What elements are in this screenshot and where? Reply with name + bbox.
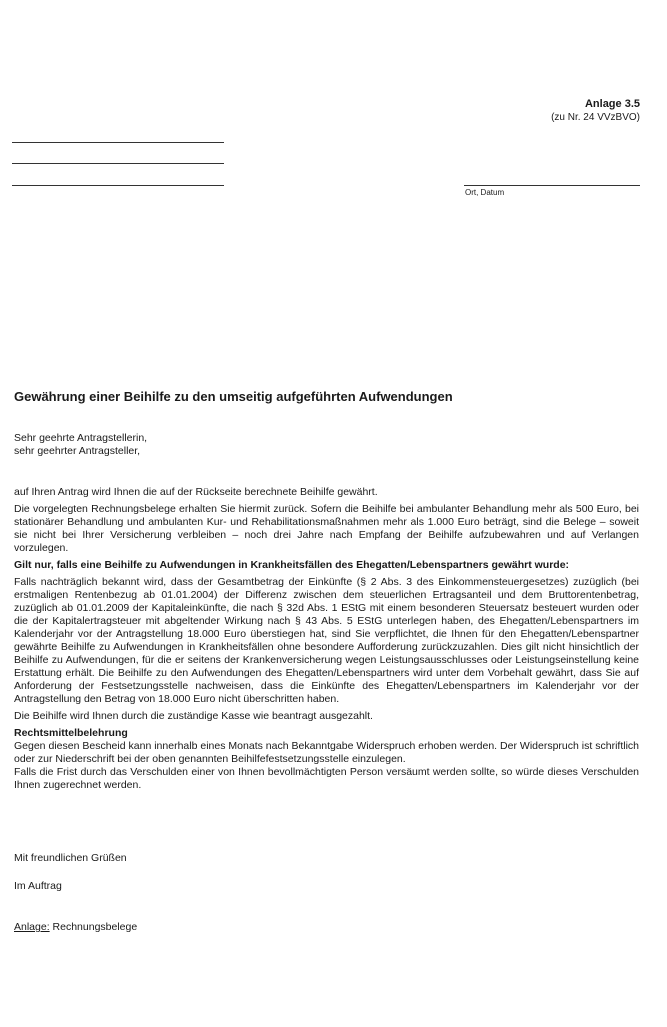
rechtsmittel-heading: Rechtsmittelbelehrung [14,727,128,739]
address-line-2 [12,163,224,164]
address-line-3 [12,185,224,186]
spouse-heading: Gilt nur, falls eine Beihilfe zu Aufwendungen in Krankheitsfällen des Ehegatten/Lebenspartners gewährt wurde: [14,559,570,571]
im-auftrag: Im Auftrag [14,880,62,892]
paragraph-grant: auf Ihren Antrag wird Ihnen die auf der Rückseite berechnete Beihilfe gewährt. [14,486,378,498]
ort-datum-label: Ort, Datum [465,188,505,197]
address-line-1 [12,142,224,143]
anlage-title: Anlage 3.5 [584,98,640,110]
closing-greeting: Mit freundlichen Grüßen [14,852,127,864]
paragraph-receipts: Die vorgelegten Rechnungsbelege erhalten Sie hiermit zurück. Sofern die Beihilfe bei ambulanter Behandlung mehr als 500 Euro, bei stationärer Behandlung und ambulanten Kur- und Rehabilitationsmaßnahmen mehr als 1.000 Euro beträgt, sind die Belege – soweit sie nicht bei Ihrer Versicherung verbleiben – noch drei Jahre nach Empfang der Beihilfe aufzubewahren und auf Verlangen vorzulegen. [14,503,639,554]
anlage-footer-label: Anlage: [14,921,50,933]
rechtsmittel-text-1: Gegen diesen Bescheid kann innerhalb eines Monats nach Bekanntgabe Widerspruch erhoben werden. Der Widerspruch ist schriftlich oder zur Niederschrift bei der oben genannten Beihilfefestsetzungsstelle einzulegen. [14,740,639,765]
document-heading: Gewährung einer Beihilfe zu den umseitig aufgeführten Aufwendungen [14,389,453,404]
rechtsmittel-text-2: Falls die Frist durch das Verschulden einer von Ihnen bevollmächtigten Person versäumt werden sollte, so würde dieses Verschulden Ihnen zugerechnet werden. [14,766,639,791]
paragraph-spouse: Falls nachträglich bekannt wird, dass der Gesamtbetrag der Einkünfte (§ 2 Abs. 3 des Einkommensteuergesetzes) zuzüglich (bei erstmaligen Rentenbezug ab 01.01.2004) der Differenz zwischen dem steuerlichen Ertragsanteil und dem Bruttorentenbetrag, zuzüglich ab 01.01.2009 der Kapitaleinkünfte, die nach § 32d Abs. 1 EStG mit einem besonderen Steuersatz besteuert wurden oder die der Kapitalertragsteuer mit abgeltender Wirkung nach § 43 Abs. 5 EStG unterlegen haben, des Ehegatten/Lebenspartners im Kalenderjahr vor der Antragstellung 18.000 Euro überstiegen hat, sind Sie verpflichtet, die Ihnen für den Ehegatten/Lebenspartner gewährte Beihilfe zu Aufwendungen in Krankheitsfällen ohne besondere Aufforderung zurückzuzahlen. Dies gilt nicht hinsichtlich der Beihilfe zu Aufwendungen, für die er seitens der Krankenversicherung wegen Leistungsausschlusses oder Leistungseinstellung keine Erstattung erhält. Die Beihilfe zu den Aufwendungen des Ehegatten/Lebenspartners wird unter dem Vorbehalt gewährt, dass Sie auf Anforderung der Festsetzungsstelle nachweisen, dass die Einkünfte des Ehegatten/Lebenspartners im Kalenderjahr vor der Antragstellung den Betrag von 18.000 Euro nicht überschritten haben. [14,576,639,705]
letter-body [14,486,639,792]
anlage-footer [14,921,137,933]
salutation [14,432,147,458]
anlage-reference: (zu Nr. 24 VVzBVO) [551,112,640,123]
salutation-line-2: sehr geehrter Antragsteller, [14,445,141,457]
salutation-line-1: Sehr geehrte Antragstellerin, [14,432,148,444]
ort-datum-line [464,185,640,186]
paragraph-payout: Die Beihilfe wird Ihnen durch die zuständige Kasse wie beantragt ausgezahlt. [14,710,373,722]
anlage-footer-value: Rechnungsbelege [52,921,138,933]
